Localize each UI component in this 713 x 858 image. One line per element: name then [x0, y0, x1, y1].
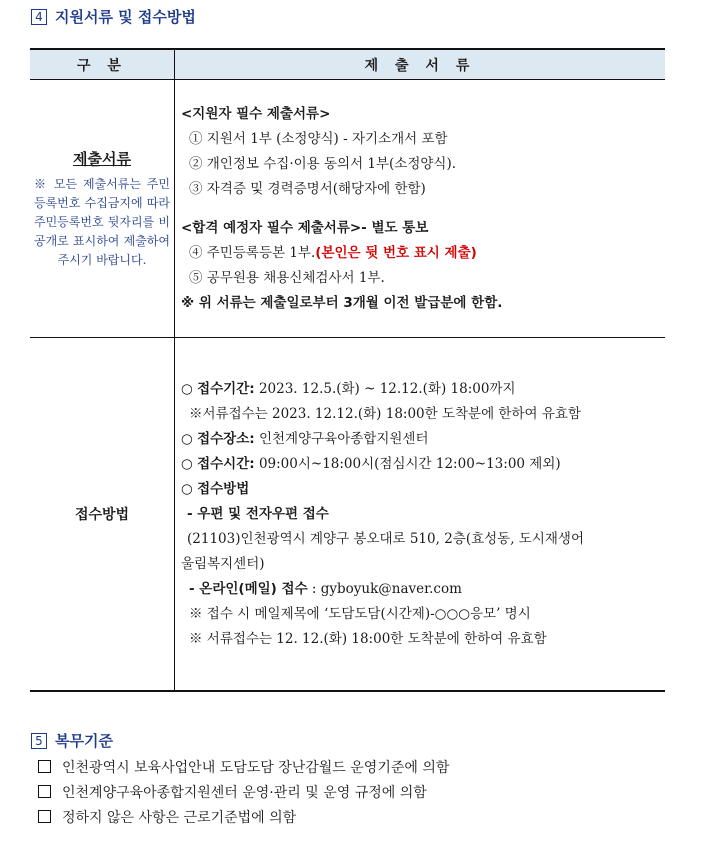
- category-cell-documents: [30, 80, 175, 338]
- online-email: : gyboyuk@naver.com: [307, 580, 462, 597]
- list-item: [38, 754, 449, 779]
- pass-item-5: ⑤ 공무원용 채용신체검사서 1부.: [189, 269, 385, 286]
- required-docs-title: <지원자 필수 제출서류>: [181, 105, 331, 122]
- validity-note: ※ 위 서류는 제출일로부터 3개월 이전 발급분에 한함.: [181, 294, 503, 311]
- time-line: [181, 452, 664, 477]
- final-deadline-note: ※ 서류접수는 12. 12.(화) 18:00한 도착분에 한하여 유효함: [189, 630, 547, 647]
- documents-cell: [175, 80, 666, 338]
- time-label: 접수시간:: [197, 455, 255, 472]
- online-label: - 온라인(메일) 접수: [189, 580, 308, 597]
- circle-marker: ○: [181, 380, 193, 397]
- section-4-number: 4: [31, 9, 47, 25]
- application-documents-table: [30, 48, 665, 692]
- place-value: 인천계양구육아종합지원센터: [254, 430, 429, 447]
- period-label: 접수기간:: [197, 380, 255, 397]
- table-header-row: [30, 49, 665, 80]
- category-cell-method: [30, 338, 175, 692]
- place-label: 접수장소:: [197, 430, 255, 447]
- pass-docs-title: <합격 예정자 필수 제출서류>- 별도 통보: [181, 219, 429, 236]
- list-item: [38, 804, 449, 829]
- required-item-2: ② 개인정보 수집·이용 동의서 1부(소정양식).: [189, 155, 457, 172]
- list-item-text: 인천광역시 보육사업안내 도담도담 장난감월드 운영기준에 의함: [62, 759, 450, 776]
- table-row: [30, 80, 665, 338]
- checkbox-icon: [38, 785, 51, 798]
- address-line-1: (21103)인천광역시 계양구 봉오대로 510, 2층(효성동, 도시재생어: [187, 530, 585, 547]
- method-label: 접수방법: [197, 480, 250, 497]
- section-4-heading: [31, 6, 196, 27]
- circle-marker: ○: [181, 430, 193, 447]
- method-line: [181, 477, 664, 502]
- period-value: 2023. 12.5.(화) ~ 12.12.(화) 18:00까지: [254, 380, 516, 397]
- pass-item-4: [181, 241, 664, 266]
- time-value: 09:00시~18:00시(점심시간 12:00~13:00 제외): [254, 455, 561, 472]
- section-5-number: 5: [31, 733, 47, 749]
- required-item-1: ① 지원서 1부 (소정양식) - 자기소개서 포함: [189, 130, 448, 147]
- post-title: - 우편 및 전자우편 접수: [187, 505, 329, 522]
- checkbox-icon: [38, 810, 51, 823]
- list-item-text: 인천계양구육아종합지원센터 운영·관리 및 운영 규정에 의함: [62, 784, 427, 801]
- header-documents: 제 출 서 류: [175, 49, 666, 80]
- table-row: [30, 338, 665, 692]
- list-item-text: 정하지 않은 사항은 근로기준법에 의함: [62, 809, 297, 826]
- circle-marker: ○: [181, 455, 193, 472]
- section-5-heading: [31, 730, 113, 751]
- header-category: 구 분: [30, 49, 175, 80]
- checkbox-icon: [38, 760, 51, 773]
- section-4-title: 지원서류 및 접수방법: [55, 8, 196, 26]
- mail-title-note: ※ 접수 시 메일제목에 ‘도담도담(시간제)-○○○응모’ 명시: [189, 605, 531, 622]
- category-method-title: 접수방법: [74, 507, 130, 523]
- address-line-2: 울림복지센터): [181, 555, 265, 572]
- period-line: [181, 377, 664, 402]
- list-item: [38, 779, 449, 804]
- duty-standards-list: [38, 754, 449, 829]
- circle-marker: ○: [181, 480, 193, 497]
- online-line: [181, 577, 664, 602]
- category-documents-title: 제출서류: [73, 149, 131, 168]
- category-documents-note: ※ 모든 제출서류는 주민등록번호 수집금지에 따라 주민등록번호 뒷자리를 비공개로 표시하여 제출하여 주시기 바랍니다.: [34, 176, 170, 267]
- required-item-3: ③ 자격증 및 경력증명서(해당자에 한함): [189, 180, 426, 197]
- section-5-title: 복무기준: [55, 732, 113, 750]
- place-line: [181, 427, 664, 452]
- pass-item-4-red-note: (본인은 뒷 번호 표시 제출): [315, 244, 477, 261]
- method-cell: [175, 338, 666, 692]
- period-note: ※서류접수는 2023. 12.12.(화) 18:00한 도착분에 한하여 유효함: [189, 405, 581, 422]
- pass-item-4-text: ④ 주민등록등본 1부.: [189, 244, 316, 261]
